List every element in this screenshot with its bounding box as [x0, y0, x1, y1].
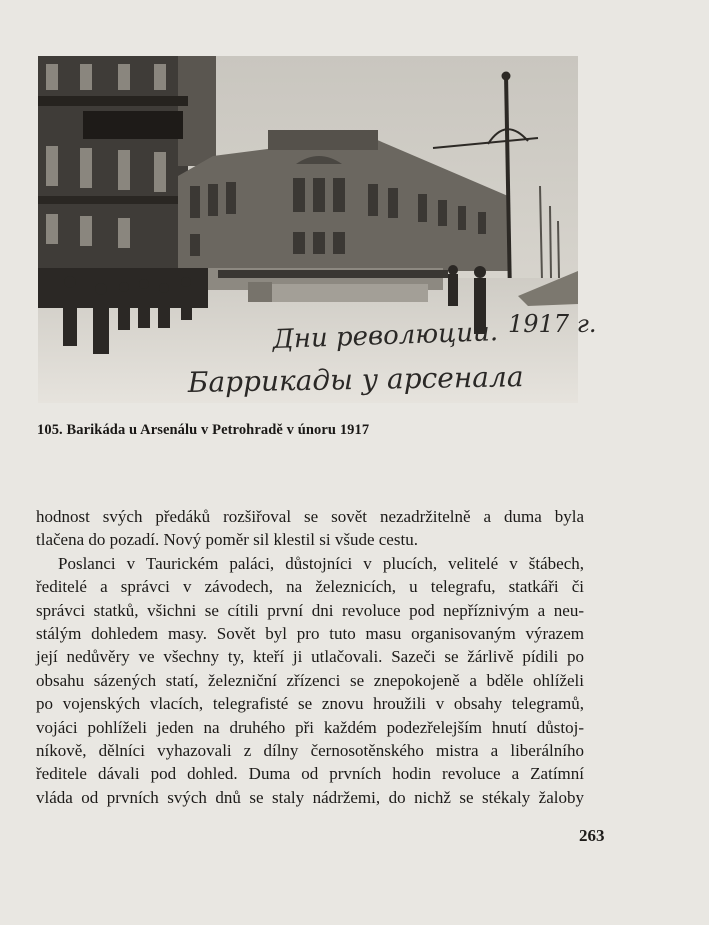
- text-line: vláda od prvních svých dnů se staly nádržemi, do nichž se stékaly žaloby: [36, 787, 584, 807]
- inscription-line-1: Дни революции.: [272, 317, 499, 355]
- text-line: ředitele dávali pod dohled. Duma od prvních hodin revoluce a Zatímní: [36, 764, 584, 784]
- text-line: po vojenských vlacích, telegrafisté se znovu hroužili v obsahy telegramů,: [36, 694, 584, 714]
- text-line: správci statků, všichni se cítili první dni revoluce pod nepříznivým a neu-: [36, 600, 584, 620]
- page-number: 263: [579, 826, 605, 845]
- figure-caption: 105. Barikáda u Arsenálu v Petrohradě v únoru 1917: [37, 422, 370, 438]
- inscription-line-2: Баррикады у арсенала: [187, 360, 524, 399]
- text-line: níkově, dělníci vyhazovali z dílny černosotěnského mistra a liberálního: [36, 741, 584, 761]
- text-line: stálým dohledem masy. Sovět byl pro tuto masu organisovaným výrazem: [36, 624, 584, 644]
- inscription-year: 1917 г.: [508, 310, 597, 338]
- text-line: obsahu sázených statí, železniční zřízenci se znepokojeně a bděle ohlíželi: [36, 670, 584, 690]
- text-line: Poslanci v Taurickém paláci, důstojníci v plucích, velitelé v štábech,: [58, 553, 584, 573]
- barricade-photograph: [38, 56, 597, 403]
- text-line: tlačena do pozadí. Nový poměr sil klestil si všude cestu.: [36, 530, 418, 550]
- text-line: ředitelé a správci v závodech, na železnicích, u telegrafu, statkáři či: [36, 577, 584, 597]
- photo-illustration: [38, 56, 597, 403]
- text-line: vojáci pohlíželi jeden na druhého při každém podezřelejším hnutí důstoj-: [36, 717, 584, 737]
- body-text: [36, 505, 584, 809]
- text-line: její nedůvěry ve všechny ty, kteří ji utlačovali. Sazeči se žárlivě pídili po: [36, 647, 584, 667]
- text-line: hodnost svých předáků rozšiřoval se sovět nezadržitelně a duma byla: [36, 507, 584, 526]
